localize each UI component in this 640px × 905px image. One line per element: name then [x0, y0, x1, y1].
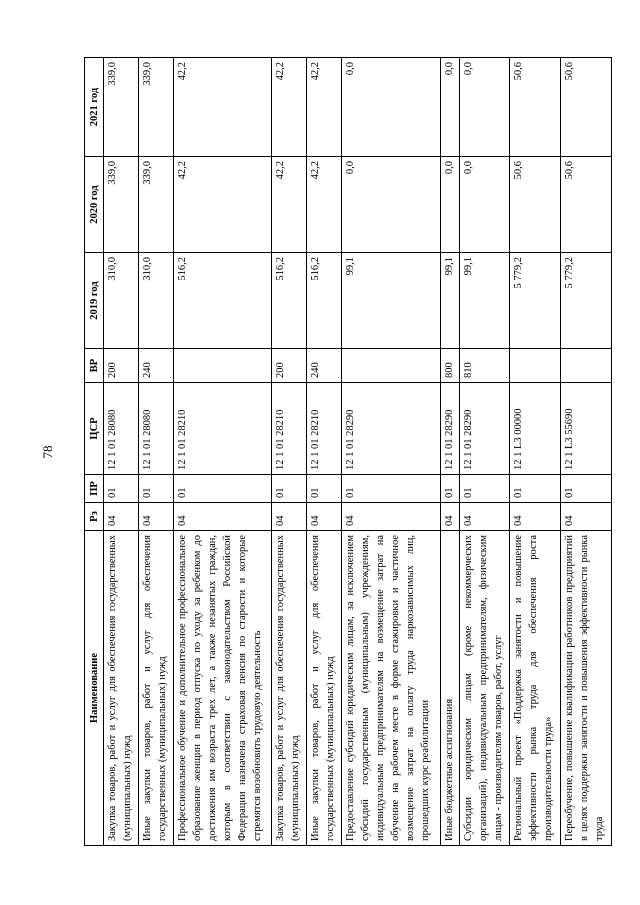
rotated-table-container [84, 58, 612, 846]
row-vr: 810 [459, 349, 510, 383]
row-pr: 01 [459, 475, 510, 503]
table-row [561, 58, 612, 846]
row-name: Иные бюджетные ассигнования [440, 531, 459, 846]
row-vr [561, 349, 612, 383]
row-2021: 50,6 [561, 58, 612, 157]
row-vr: 240 [307, 349, 342, 383]
row-name: Субсидии юридическим лицам (кроме некоммерческих организаций), индивидуальным предпринимателям, физическим лицам - производителям товаров, работ, услуг [459, 531, 510, 846]
row-pr: 01 [104, 475, 139, 503]
table-row [440, 58, 459, 846]
row-vr [173, 349, 271, 383]
row-pr: 01 [561, 475, 612, 503]
row-name: Переобучение, повышение квалификации работников предприятий в целях поддержки занятости и повышения эффективности рынка труда [561, 531, 612, 846]
header-2019: 2019 год [85, 253, 104, 349]
row-2019: 516,2 [307, 253, 342, 349]
row-pr: 01 [272, 475, 307, 503]
row-name: Иные закупки товаров, работ и услуг для обеспечения государственных (муниципальных) нужд [138, 531, 173, 846]
row-pr: 01 [510, 475, 561, 503]
table-row [173, 58, 271, 846]
row-2021: 0,0 [342, 58, 440, 157]
row-pr: 01 [440, 475, 459, 503]
row-2019: 310,0 [104, 253, 139, 349]
table-row [307, 58, 342, 846]
row-vr: 200 [272, 349, 307, 383]
row-2021: 50,6 [510, 58, 561, 157]
row-csr: 12 1 01 28210 [173, 383, 271, 475]
row-2020: 0,0 [342, 157, 440, 253]
row-2019: 99,1 [342, 253, 440, 349]
header-rz: Рз [85, 503, 104, 531]
header-2020: 2020 год [85, 157, 104, 253]
row-rz: 04 [272, 503, 307, 531]
table-row [272, 58, 307, 846]
row-rz: 04 [342, 503, 440, 531]
row-vr [510, 349, 561, 383]
header-2021: 2021 год [85, 58, 104, 157]
row-2020: 42,2 [173, 157, 271, 253]
row-rz: 04 [459, 503, 510, 531]
row-csr: 12 1 01 28290 [342, 383, 440, 475]
row-2019: 99,1 [440, 253, 459, 349]
row-2020: 0,0 [440, 157, 459, 253]
row-2021: 0,0 [459, 58, 510, 157]
row-2021: 42,2 [272, 58, 307, 157]
row-2021: 42,2 [307, 58, 342, 157]
row-2020: 50,6 [561, 157, 612, 253]
row-pr: 01 [307, 475, 342, 503]
row-rz: 04 [173, 503, 271, 531]
table-header-row [85, 58, 104, 846]
row-pr: 01 [173, 475, 271, 503]
header-pr: ПР [85, 475, 104, 503]
row-name: Закупка товаров, работ и услуг для обеспечения государственных (муниципальных) нужд [272, 531, 307, 846]
table-row [138, 58, 173, 846]
row-name: Иные закупки товаров, работ и услуг для обеспечения государственных (муниципальных) нужд [307, 531, 342, 846]
row-2021: 42,2 [173, 58, 271, 157]
row-csr: 12 1 01 28290 [459, 383, 510, 475]
row-2019: 516,2 [272, 253, 307, 349]
row-csr: 12 1 01 28210 [307, 383, 342, 475]
row-2020: 42,2 [272, 157, 307, 253]
header-name: Наименование [85, 531, 104, 846]
row-rz: 04 [307, 503, 342, 531]
row-csr: 12 1 L3 00000 [510, 383, 561, 475]
row-name: Предоставление субсидий юридическим лицам, за исключением субсидий государственным (муниципальным) учреждениям, индивидуальным предпринимателям на возмещение затрат на обучение на рабочем месте в форме стажировки и частичное возмещение затрат на оплату труда наркозависимых лиц, прошедших курс реабилитации [342, 531, 440, 846]
row-pr: 01 [342, 475, 440, 503]
row-rz: 04 [440, 503, 459, 531]
row-rz: 04 [510, 503, 561, 531]
header-vr: ВР [85, 349, 104, 383]
row-2019: 310,0 [138, 253, 173, 349]
row-2021: 339,0 [138, 58, 173, 157]
row-csr: 12 1 01 28080 [138, 383, 173, 475]
header-csr: ЦСР [85, 383, 104, 475]
row-name: Закупка товаров, работ и услуг для обеспечения государственных (муниципальных) нужд [104, 531, 139, 846]
table-row [342, 58, 440, 846]
table-row [104, 58, 139, 846]
row-vr: 240 [138, 349, 173, 383]
row-csr: 12 1 01 28210 [272, 383, 307, 475]
budget-table [84, 57, 612, 846]
row-csr: 12 1 01 28080 [104, 383, 139, 475]
table-row [459, 58, 510, 846]
row-name: Профессиональное обучение и дополнительное профессиональное образование женщин в период отпуска по уходу за ребенком до достижения им возраста трех лет, а также незанятых граждан, которым в соответствии с законодательством Российской Федерации назначена страховая пенсия по старости и которые стремятся возобновить трудовую деятельность [173, 531, 271, 846]
row-2019: 5 779,2 [510, 253, 561, 349]
row-2020: 339,0 [104, 157, 139, 253]
row-vr: 200 [104, 349, 139, 383]
row-2019: 516,2 [173, 253, 271, 349]
row-csr: 12 1 01 28290 [440, 383, 459, 475]
page-number: 78 [40, 445, 55, 459]
row-csr: 12 1 L3 55690 [561, 383, 612, 475]
row-rz: 04 [561, 503, 612, 531]
row-2019: 99,1 [459, 253, 510, 349]
row-vr: 800 [440, 349, 459, 383]
row-2020: 339,0 [138, 157, 173, 253]
row-name: Региональный проект «Поддержка занятости и повышение эффективности рынка труда для обеспечения роста производительности труда» [510, 531, 561, 846]
row-2020: 42,2 [307, 157, 342, 253]
row-2020: 50,6 [510, 157, 561, 253]
row-2020: 0,0 [459, 157, 510, 253]
row-vr [342, 349, 440, 383]
row-rz: 04 [104, 503, 139, 531]
row-2019: 5 779,2 [561, 253, 612, 349]
row-rz: 04 [138, 503, 173, 531]
row-pr: 01 [138, 475, 173, 503]
row-2021: 0,0 [440, 58, 459, 157]
row-2021: 339,0 [104, 58, 139, 157]
table-row [510, 58, 561, 846]
